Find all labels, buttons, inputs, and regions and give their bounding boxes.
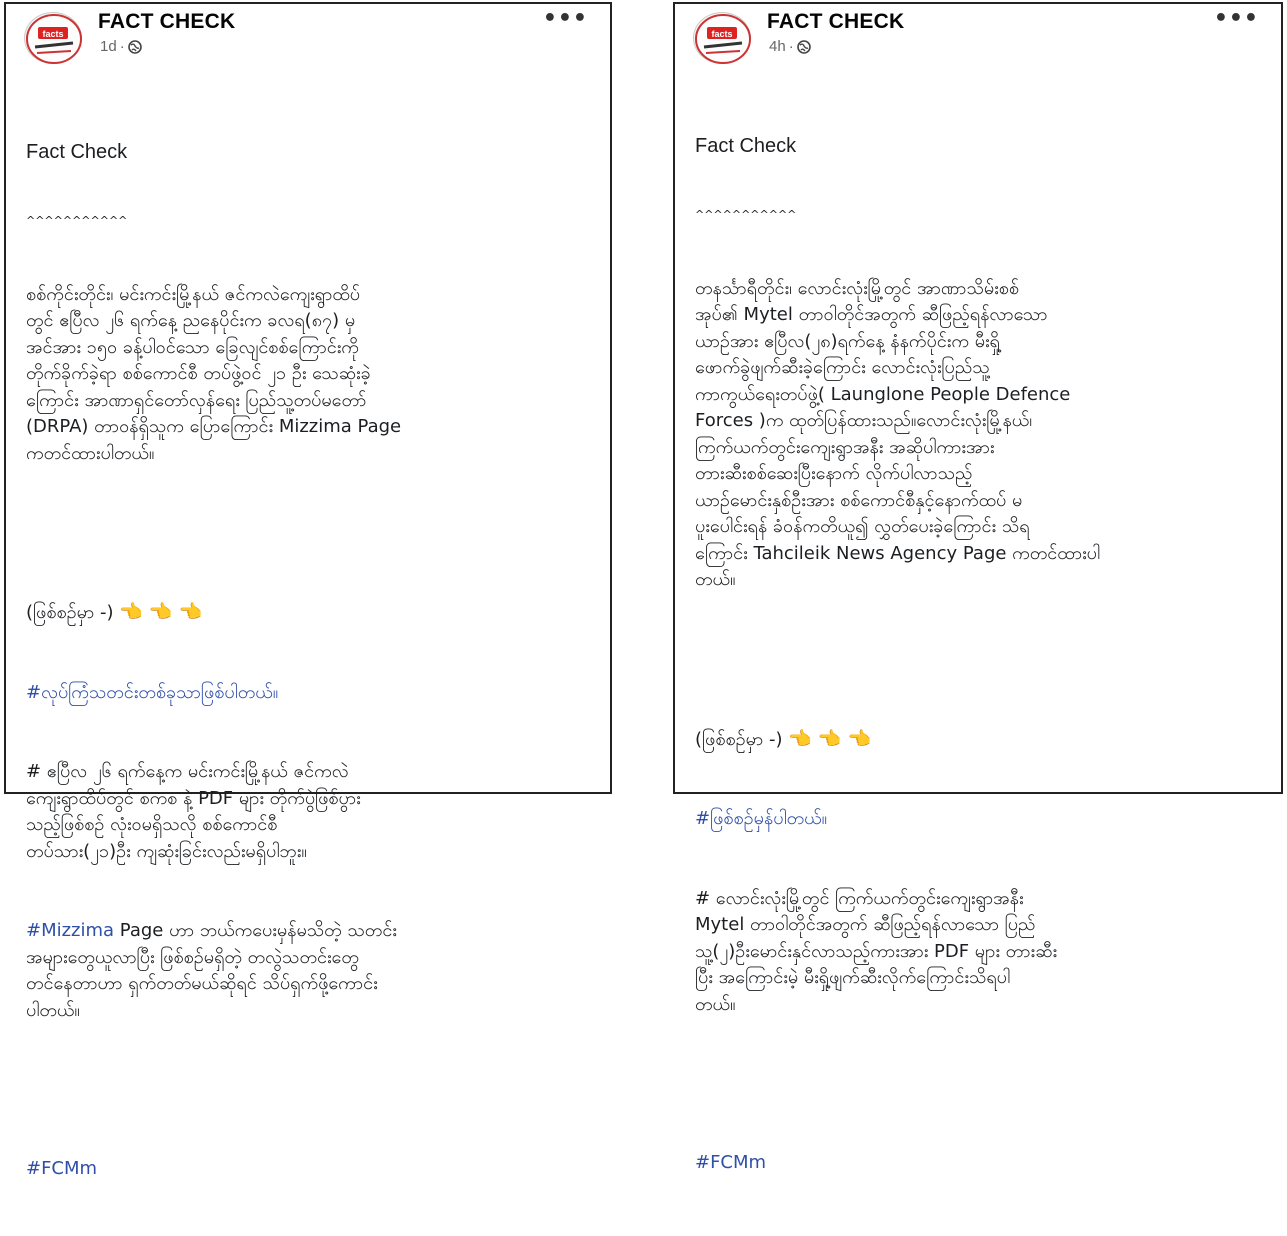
post-paragraph-2: # လောင်းလုံးမြို့တွင် ကြက်ယက်တွင်းကျေးရွာအနီး Mytel တာဝါတိုင်အတွက် ဆီဖြည့်ရန်လာသော ပြည် သူ့(၂)ဦးမောင်းနှင်လာသည့်ကားအား PDF များ တားဆီး ပြီး အကြောင်းမဲ့ မီးရှို့ဖျက်ဆီးလိုက်ကြောင်းသိရပါ တယ်။ [695,887,1058,1015]
post-header [6,4,610,66]
pointing-hand-icons: 👈 👈 👈 [788,727,872,750]
meta-dot: · [119,38,125,55]
post-body [695,80,1265,1230]
verdict-hashtag[interactable]: #ဖြစ်စဉ်မှန်ပါတယ်။ [695,808,828,829]
globe-icon [797,40,811,54]
more-options-icon[interactable]: ••• [542,6,588,31]
avatar[interactable] [693,12,751,64]
spacer [26,520,594,546]
more-options-icon[interactable]: ••• [1213,6,1259,31]
fact-check-logo-icon [694,13,752,65]
post-paragraph-2: # ဧပြီလ ၂၆ ရက်နေ့က မင်းကင်းမြို့နယ် ဇင်ကလဲ ကျေးရွာထိပ်တွင် စကစ နဲ့ PDF များ တိုက်ပွဲဖြစ်ပွား သည့်ဖြစ်စဉ် လုံးဝမရှိသလို စစ်ကောင်စီ တပ်သား(၂၁)ဦး ကျဆုံးခြင်းလည်းမရှိပါဘူး။ [26,761,361,862]
svg-text:facts: facts [711,29,733,39]
source-label: (ဖြစ်စဉ်မှာ -) [695,728,783,750]
spacer [26,1077,594,1103]
post-body [26,86,594,1236]
post-meta [769,38,811,55]
caret-divider: ^^^^^^^^^^^ [26,213,128,227]
author-name[interactable]: FACT CHECK [98,10,236,33]
mizzima-hashtag[interactable]: #Mizzima [26,920,115,941]
svg-text:facts: facts [42,29,64,39]
post-paragraph-1: တနင်္သာရီတိုင်း၊ လောင်းလုံးမြို့တွင် အာဏာသိမ်းစစ် အုပ်၏ Mytel တာဝါတိုင်အတွက် ဆီဖြည့်ရန်လာသော ယာဉ်အား ဧပြီလ(၂၈)ရက်နေ့ နံနက်ပိုင်းက မီးရှို့ ဖောက်ခွဲဖျက်ဆီးခဲ့ကြောင်း လောင်းလုံးပြည်သူ့ ကာကွယ်ရေးတပ်ဖွဲ့( Launglone People Defence Forces )က ထုတ်ပြန်ထားသည်။လောင်းလုံးမြို့နယ်၊ ကြက်ယက်တွင်းကျေးရွာအနီး အဆိုပါကားအား တားဆီးစစ်ဆေးပြီးနောက် လိုက်ပါလာသည့် ယာဉ်မောင်းနှစ်ဦးအား စစ်ကောင်စီနှင့်နောက်ထပ် မ ပူးပေါင်းရန် ခံဝန်ကတိယူ၍ လွှတ်ပေးခဲ့ကြောင်း သိရ ကြောင်း Tahcileik News Agency Page ကတင်ထားပါ တယ်။ [695,277,1101,590]
author-name[interactable]: FACT CHECK [767,10,905,33]
globe-icon [128,40,142,54]
verdict-hashtag[interactable]: #လုပ်ကြံသတင်းတစ်ခုသာဖြစ်ပါတယ်။ [26,681,279,703]
post-paragraph-1: စစ်ကိုင်းတိုင်း၊ မင်းကင်းမြို့နယ် ဇင်ကလဲကျေးရွာထိပ် တွင် ဧပြီလ ၂၆ ရက်နေ့ ညနေပိုင်းက ခလရ(၈၇) မှ အင်အား ၁၅၀ ခန့်ပါဝင်သော ခြေလျင်စစ်ကြောင်းကို တိုက်ခိုက်ခဲ့ရာ စစ်ကောင်စီ တပ်ဖွဲ့ဝင် ၂၁ ဦး သေဆုံးခဲ့ ကြောင်း အာဏာရှင်တော်လှန်ရေး ပြည်သူ့တပ်မတော် (DRPA) တာဝန်ရှိသူက ပြောကြောင်း Mizzima Page ကတင်ထားပါတယ်။ [26,283,402,464]
spacer [695,1071,1265,1097]
source-line [695,726,1265,754]
footer-hashtag[interactable]: #FCMm [695,1152,767,1173]
source-line [26,599,594,627]
caret-divider: ^^^^^^^^^^^ [695,207,797,221]
post-time[interactable]: 1d [100,38,117,55]
pointing-hand-icons: 👈 👈 👈 [119,601,203,623]
post-title: Fact Check [695,135,797,157]
post-paragraph-3-text: Page ဟာ ဘယ်ကပေးမှန်မသိတဲ့ သတင်း အများတွေယူလာပြီး ဖြစ်စဉ်မရှိတဲ့ တလွဲသတင်းတွေ တင်နေတာဟာ ရှက်တတ်မယ်ဆိုရင် သိပ်ရှက်ဖို့ကောင်း ပါတယ်။ [26,920,397,1021]
spacer [695,647,1265,673]
meta-dot: · [788,38,794,55]
fact-check-post-right [673,2,1283,1173]
footer-hashtag[interactable]: #FCMm [26,1158,98,1179]
post-title: Fact Check [26,141,128,163]
source-label: (ဖြစ်စဉ်မှာ -) [26,602,114,623]
post-meta [100,38,142,55]
fact-check-logo-icon [25,13,83,65]
post-paragraph-3 [26,918,594,1024]
post-header [675,4,1281,66]
avatar[interactable] [24,12,82,64]
fact-check-post-left [4,2,612,1179]
post-time[interactable]: 4h [769,38,786,55]
